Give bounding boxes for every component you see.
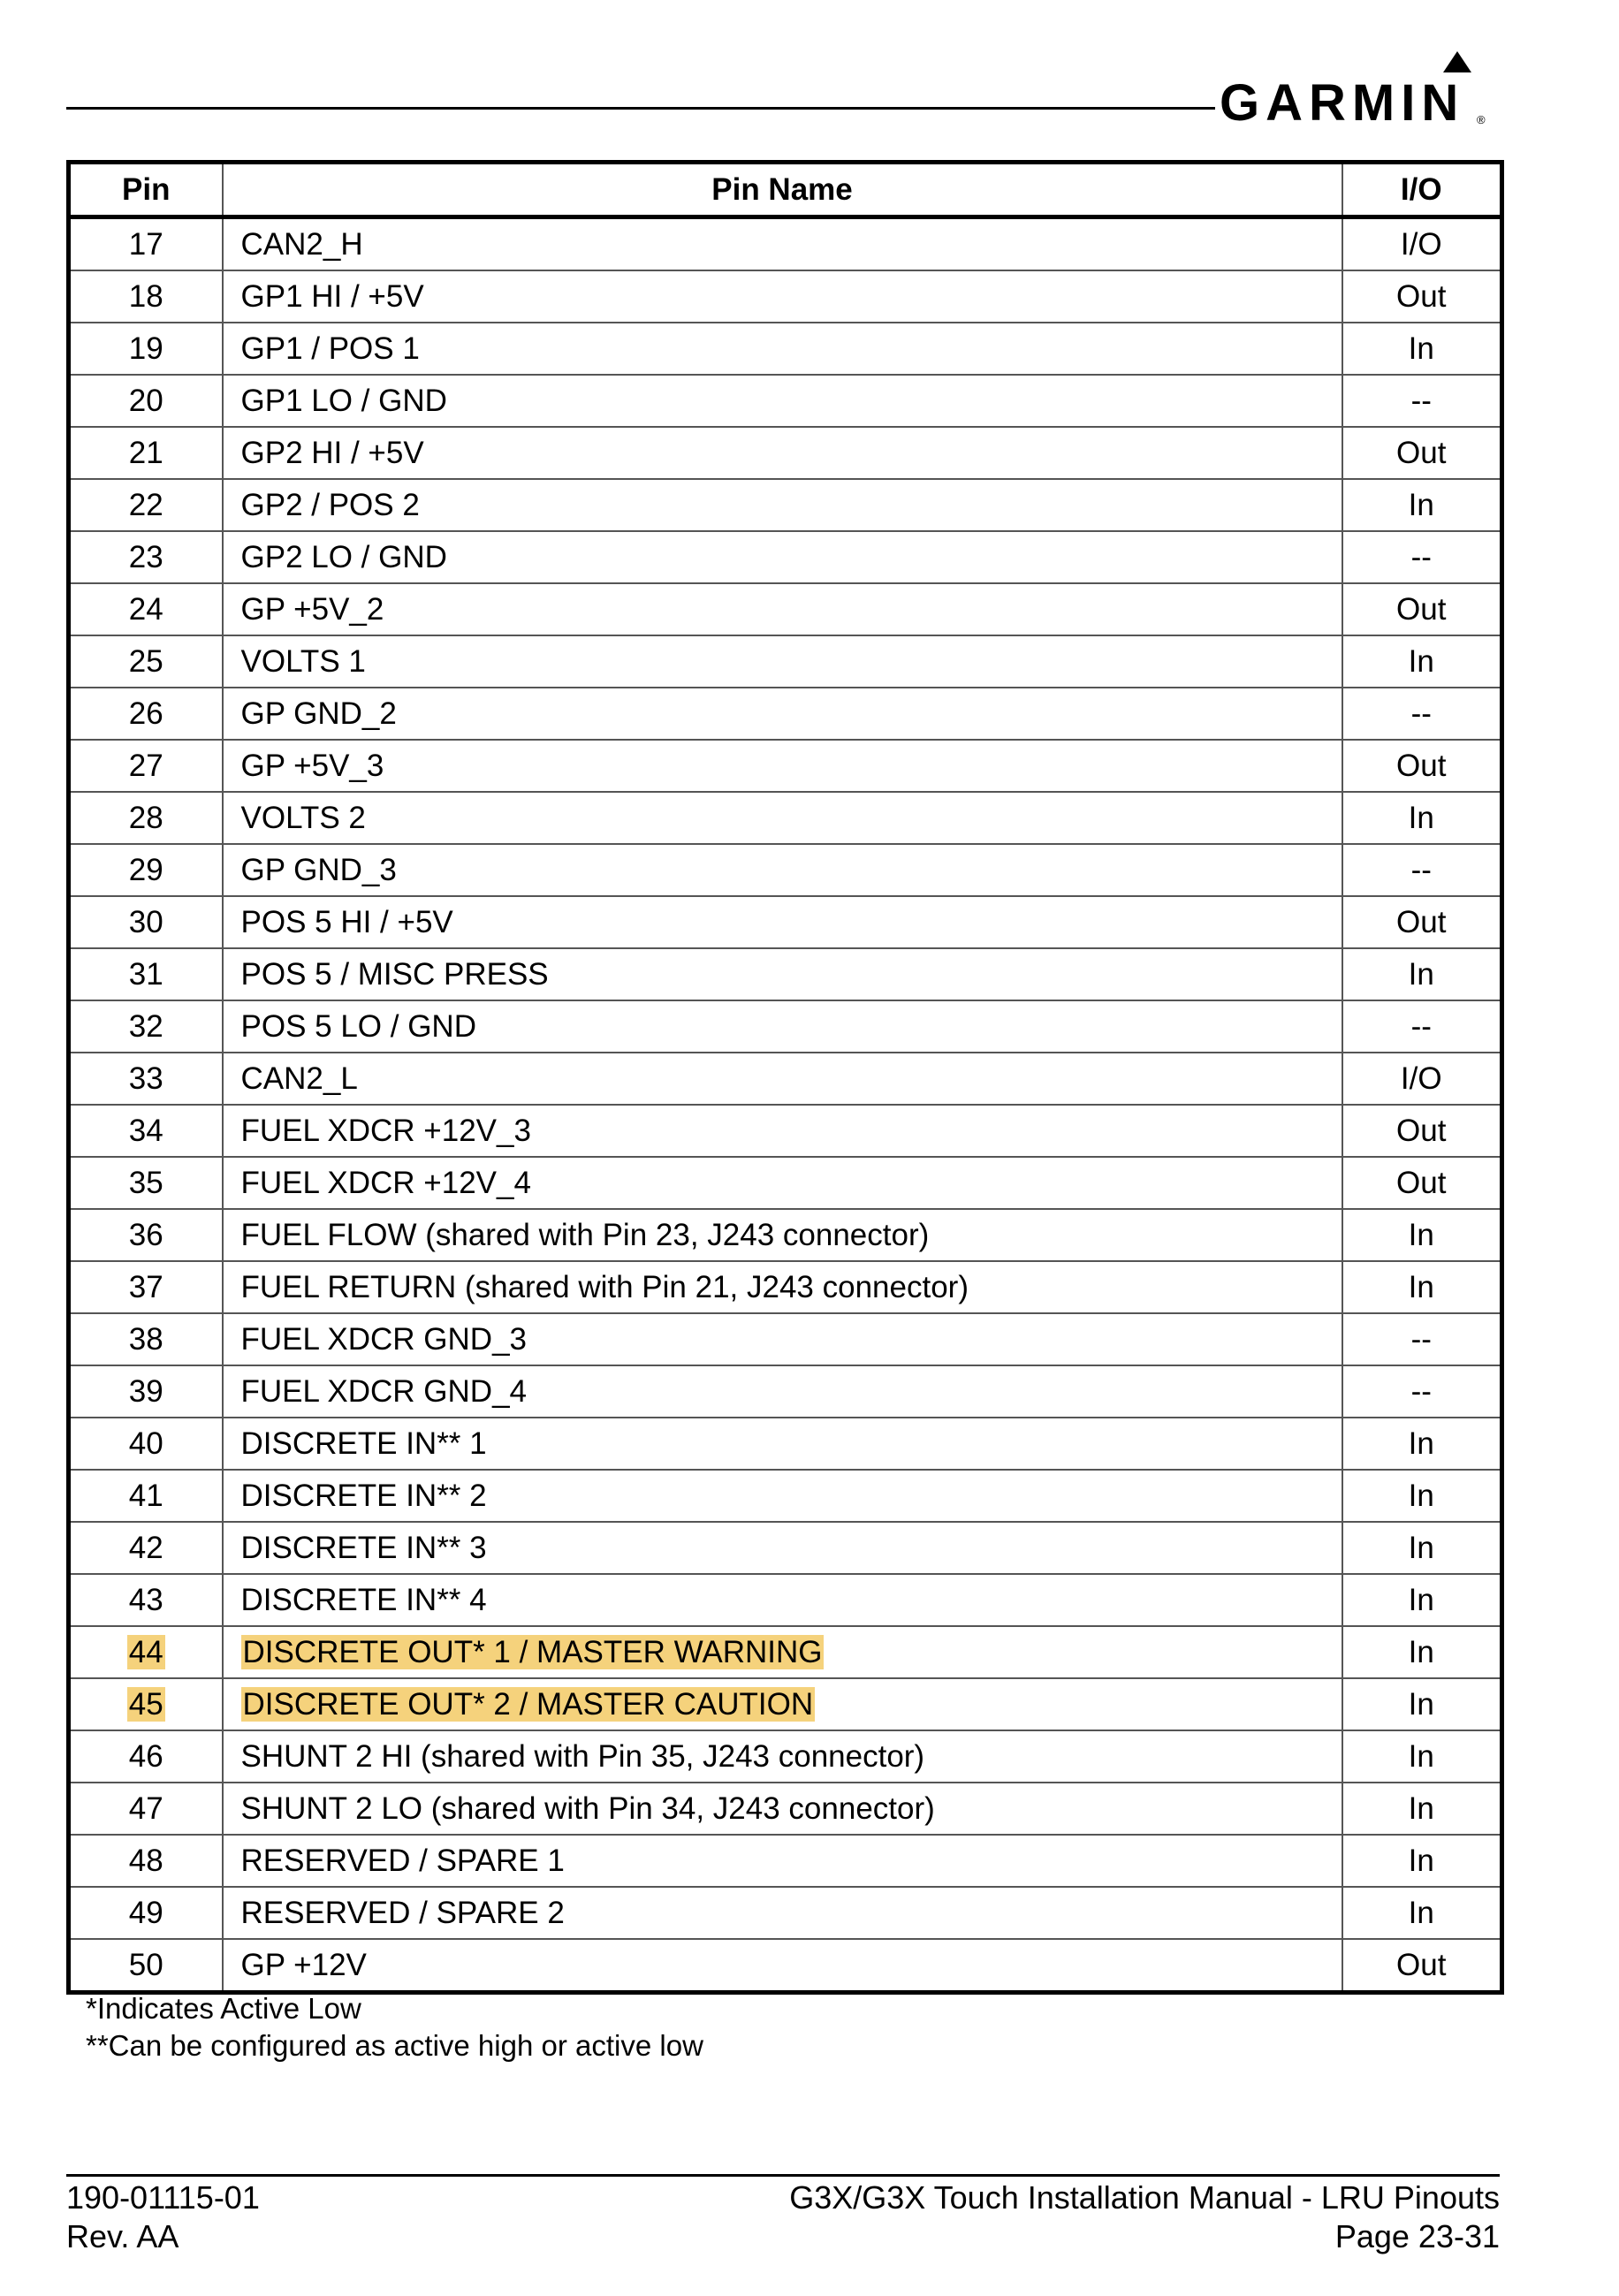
pin-io: In bbox=[1408, 1791, 1434, 1826]
pin-io-cell bbox=[1342, 1783, 1502, 1835]
pin-name: GP1 HI / +5V bbox=[240, 279, 424, 314]
pin-io-cell bbox=[1342, 1835, 1502, 1887]
pin-number: 47 bbox=[128, 1791, 163, 1826]
header-io: I/O bbox=[1342, 163, 1502, 217]
pin-io: In bbox=[1408, 1218, 1434, 1252]
pin-io: Out bbox=[1396, 749, 1447, 783]
pin-number-cell bbox=[69, 1730, 223, 1783]
pin-io: In bbox=[1408, 1844, 1434, 1878]
pin-name: RESERVED / SPARE 2 bbox=[240, 1896, 565, 1930]
table-row bbox=[69, 1261, 1502, 1313]
table-row bbox=[69, 1730, 1502, 1783]
table-row bbox=[69, 1470, 1502, 1522]
pin-number-cell bbox=[69, 688, 223, 740]
table-row bbox=[69, 1209, 1502, 1261]
pin-number-cell bbox=[69, 844, 223, 896]
pin-name-cell bbox=[223, 323, 1342, 375]
pin-name: GP GND_2 bbox=[240, 696, 397, 731]
pin-name: FUEL XDCR +12V_3 bbox=[240, 1114, 531, 1148]
table-row bbox=[69, 792, 1502, 844]
table-row bbox=[69, 635, 1502, 688]
table-row bbox=[69, 1887, 1502, 1939]
pin-name-cell bbox=[223, 896, 1342, 948]
pin-number: 25 bbox=[128, 644, 163, 679]
pin-io-cell bbox=[1342, 1626, 1502, 1678]
pin-name: POS 5 / MISC PRESS bbox=[240, 957, 549, 992]
pin-io-cell bbox=[1342, 1574, 1502, 1626]
pin-number: 45 bbox=[128, 1687, 163, 1722]
pin-number-cell bbox=[69, 1835, 223, 1887]
pin-io: In bbox=[1408, 1479, 1434, 1513]
pin-name-cell bbox=[223, 1835, 1342, 1887]
pin-number: 43 bbox=[128, 1583, 163, 1617]
footer-right bbox=[789, 2178, 1500, 2256]
pin-number: 49 bbox=[128, 1896, 163, 1930]
pin-number-cell bbox=[69, 1209, 223, 1261]
pin-io: Out bbox=[1396, 1166, 1447, 1200]
pin-io: In bbox=[1408, 1531, 1434, 1565]
pin-io-cell bbox=[1342, 1157, 1502, 1209]
pin-number: 22 bbox=[128, 488, 163, 522]
pin-name-cell bbox=[223, 375, 1342, 427]
table-row bbox=[69, 1000, 1502, 1053]
pin-number: 19 bbox=[128, 331, 163, 366]
table-row bbox=[69, 270, 1502, 323]
pin-number: 38 bbox=[128, 1322, 163, 1357]
pin-io-cell bbox=[1342, 1105, 1502, 1157]
table-row bbox=[69, 1835, 1502, 1887]
pin-number-cell bbox=[69, 1365, 223, 1418]
pin-io: Out bbox=[1396, 279, 1447, 314]
pin-name-cell bbox=[223, 1522, 1342, 1574]
pin-name: DISCRETE IN** 3 bbox=[240, 1531, 487, 1565]
pin-name-cell bbox=[223, 217, 1342, 271]
table-row bbox=[69, 948, 1502, 1000]
pin-io-cell bbox=[1342, 844, 1502, 896]
garmin-logo bbox=[1220, 51, 1489, 131]
pin-io: In bbox=[1408, 1739, 1434, 1774]
registered-mark: ® bbox=[1477, 113, 1486, 126]
pin-io-cell bbox=[1342, 375, 1502, 427]
pin-number: 27 bbox=[128, 749, 163, 783]
pin-name-cell bbox=[223, 740, 1342, 792]
table-row bbox=[69, 1105, 1502, 1157]
pin-name: VOLTS 1 bbox=[240, 644, 366, 679]
doc-number: 190-01115-01 bbox=[66, 2179, 260, 2216]
pin-number: 40 bbox=[128, 1426, 163, 1461]
pin-name-cell bbox=[223, 688, 1342, 740]
pin-io: In bbox=[1408, 644, 1434, 679]
pin-number-cell bbox=[69, 1783, 223, 1835]
pin-name-cell bbox=[223, 1261, 1342, 1313]
footer-left bbox=[66, 2178, 260, 2256]
pin-name: SHUNT 2 HI (shared with Pin 35, J243 connector) bbox=[240, 1739, 925, 1774]
pin-io-cell bbox=[1342, 740, 1502, 792]
pin-name-cell bbox=[223, 792, 1342, 844]
pin-name: SHUNT 2 LO (shared with Pin 34, J243 connector) bbox=[240, 1791, 935, 1826]
table-row bbox=[69, 1574, 1502, 1626]
pin-number-cell bbox=[69, 1261, 223, 1313]
pin-io: In bbox=[1408, 1270, 1434, 1304]
pin-io-cell bbox=[1342, 1939, 1502, 1993]
pin-number-cell bbox=[69, 1470, 223, 1522]
pin-io: In bbox=[1408, 1896, 1434, 1930]
pin-name: GP2 / POS 2 bbox=[240, 488, 420, 522]
pin-io-cell bbox=[1342, 1000, 1502, 1053]
pin-number: 42 bbox=[128, 1531, 163, 1565]
pin-number-cell bbox=[69, 323, 223, 375]
pin-number-cell bbox=[69, 1626, 223, 1678]
pin-name: FUEL XDCR GND_3 bbox=[240, 1322, 527, 1357]
pin-number-cell bbox=[69, 270, 223, 323]
pin-io-cell bbox=[1342, 1365, 1502, 1418]
pin-number: 21 bbox=[128, 436, 163, 470]
pin-name-cell bbox=[223, 844, 1342, 896]
pin-io: -- bbox=[1410, 853, 1432, 887]
pin-io: -- bbox=[1410, 1322, 1432, 1357]
pin-io-cell bbox=[1342, 635, 1502, 688]
pin-number-cell bbox=[69, 427, 223, 479]
pin-name: RESERVED / SPARE 1 bbox=[240, 1844, 565, 1878]
pin-io: -- bbox=[1410, 696, 1432, 731]
pin-io: In bbox=[1408, 957, 1434, 992]
pin-io: Out bbox=[1396, 436, 1447, 470]
pin-io-cell bbox=[1342, 1209, 1502, 1261]
pin-name-cell bbox=[223, 1418, 1342, 1470]
pin-number: 48 bbox=[128, 1844, 163, 1878]
pin-io-cell bbox=[1342, 427, 1502, 479]
pin-io-cell bbox=[1342, 1313, 1502, 1365]
note-configurable: **Can be configured as active high or active low bbox=[86, 2029, 703, 2062]
pin-io: -- bbox=[1410, 1009, 1432, 1044]
pin-number-cell bbox=[69, 583, 223, 635]
garmin-triangle-icon bbox=[1443, 51, 1471, 72]
note-active-low: *Indicates Active Low bbox=[86, 1992, 361, 2025]
pin-io: In bbox=[1408, 1687, 1434, 1722]
revision: Rev. AA bbox=[66, 2218, 179, 2254]
pin-io-cell bbox=[1342, 1678, 1502, 1730]
pin-io: Out bbox=[1396, 1114, 1447, 1148]
pin-io-cell bbox=[1342, 792, 1502, 844]
manual-title: G3X/G3X Touch Installation Manual - LRU Pinouts bbox=[789, 2179, 1500, 2216]
pin-number-cell bbox=[69, 1522, 223, 1574]
pin-name: GP GND_3 bbox=[240, 853, 397, 887]
pin-number: 46 bbox=[128, 1739, 163, 1774]
table-row bbox=[69, 531, 1502, 583]
pin-number-cell bbox=[69, 375, 223, 427]
table-row bbox=[69, 1783, 1502, 1835]
pin-number: 20 bbox=[128, 384, 163, 418]
pin-name: GP2 HI / +5V bbox=[240, 436, 424, 470]
logo-wordmark: GARMIN bbox=[1220, 74, 1465, 132]
pin-io: Out bbox=[1396, 905, 1447, 939]
pin-name-cell bbox=[223, 1000, 1342, 1053]
pin-number: 23 bbox=[128, 540, 163, 574]
pin-name-cell bbox=[223, 270, 1342, 323]
table-row bbox=[69, 1522, 1502, 1574]
table-row bbox=[69, 1678, 1502, 1730]
table-row bbox=[69, 1157, 1502, 1209]
pin-io: -- bbox=[1410, 1374, 1432, 1409]
table-row bbox=[69, 688, 1502, 740]
pin-name-cell bbox=[223, 1313, 1342, 1365]
table-row bbox=[69, 217, 1502, 271]
header-pin-name: Pin Name bbox=[223, 163, 1342, 217]
pin-name: POS 5 HI / +5V bbox=[240, 905, 453, 939]
pin-number: 33 bbox=[128, 1061, 163, 1096]
table-body bbox=[69, 217, 1502, 1993]
table-header-row bbox=[69, 163, 1502, 217]
table-row bbox=[69, 1939, 1502, 1993]
pin-name: POS 5 LO / GND bbox=[240, 1009, 476, 1044]
pin-number-cell bbox=[69, 1678, 223, 1730]
pin-name-cell bbox=[223, 1678, 1342, 1730]
pin-name: FUEL RETURN (shared with Pin 21, J243 connector) bbox=[240, 1270, 969, 1304]
pin-io: -- bbox=[1410, 540, 1432, 574]
pin-io-cell bbox=[1342, 1522, 1502, 1574]
pin-name-cell bbox=[223, 1939, 1342, 1993]
pin-io: In bbox=[1408, 331, 1434, 366]
pin-name-cell bbox=[223, 1626, 1342, 1678]
pin-io-cell bbox=[1342, 1053, 1502, 1105]
pin-number: 18 bbox=[128, 279, 163, 314]
pin-name: CAN2_H bbox=[240, 227, 363, 262]
pin-number: 50 bbox=[128, 1948, 163, 1982]
pin-number: 36 bbox=[128, 1218, 163, 1252]
pin-name: DISCRETE IN** 2 bbox=[240, 1479, 487, 1513]
pin-number: 29 bbox=[128, 853, 163, 887]
pin-io: I/O bbox=[1400, 1061, 1442, 1096]
pin-io-cell bbox=[1342, 688, 1502, 740]
pin-name-cell bbox=[223, 1105, 1342, 1157]
pin-name: GP +12V bbox=[240, 1948, 367, 1982]
pin-io-cell bbox=[1342, 1730, 1502, 1783]
pin-name-cell bbox=[223, 1783, 1342, 1835]
pin-io: In bbox=[1408, 488, 1434, 522]
pin-number: 44 bbox=[128, 1635, 163, 1669]
pin-number-cell bbox=[69, 1000, 223, 1053]
pin-name-cell bbox=[223, 1053, 1342, 1105]
pin-io-cell bbox=[1342, 1418, 1502, 1470]
pin-number: 41 bbox=[128, 1479, 163, 1513]
pin-name-cell bbox=[223, 1887, 1342, 1939]
pin-number-cell bbox=[69, 531, 223, 583]
pin-number-cell bbox=[69, 1574, 223, 1626]
pin-number-cell bbox=[69, 1313, 223, 1365]
pin-io-cell bbox=[1342, 531, 1502, 583]
pin-io-cell bbox=[1342, 270, 1502, 323]
pin-name: GP +5V_3 bbox=[240, 749, 384, 783]
table-row bbox=[69, 1626, 1502, 1678]
pin-name-cell bbox=[223, 479, 1342, 531]
pinout-table bbox=[66, 160, 1504, 1995]
pin-number: 24 bbox=[128, 592, 163, 627]
table-row bbox=[69, 583, 1502, 635]
table-row bbox=[69, 427, 1502, 479]
pin-number-cell bbox=[69, 1887, 223, 1939]
pin-name: CAN2_L bbox=[240, 1061, 358, 1096]
pin-name: VOLTS 2 bbox=[240, 801, 366, 835]
pin-name-cell bbox=[223, 1470, 1342, 1522]
table-row bbox=[69, 375, 1502, 427]
pin-number-cell bbox=[69, 1418, 223, 1470]
footer-rule bbox=[66, 2174, 1500, 2177]
pin-number: 32 bbox=[128, 1009, 163, 1044]
pin-io: -- bbox=[1410, 384, 1432, 418]
header-pin: Pin bbox=[69, 163, 223, 217]
pin-name-cell bbox=[223, 1730, 1342, 1783]
pin-name-cell bbox=[223, 635, 1342, 688]
pin-io: In bbox=[1408, 1583, 1434, 1617]
pin-number-cell bbox=[69, 1053, 223, 1105]
table-row bbox=[69, 1365, 1502, 1418]
pin-number: 26 bbox=[128, 696, 163, 731]
pin-io-cell bbox=[1342, 948, 1502, 1000]
pin-number-cell bbox=[69, 1157, 223, 1209]
table-row bbox=[69, 1053, 1502, 1105]
table-row bbox=[69, 844, 1502, 896]
table-notes bbox=[86, 1990, 703, 2064]
pin-io-cell bbox=[1342, 217, 1502, 271]
pin-io-cell bbox=[1342, 1470, 1502, 1522]
pin-number-cell bbox=[69, 217, 223, 271]
pin-number-cell bbox=[69, 740, 223, 792]
pin-name: GP1 LO / GND bbox=[240, 384, 447, 418]
pin-number: 35 bbox=[128, 1166, 163, 1200]
table-row bbox=[69, 323, 1502, 375]
pin-io: In bbox=[1408, 1635, 1434, 1669]
table-row bbox=[69, 1313, 1502, 1365]
pin-io-cell bbox=[1342, 323, 1502, 375]
table-row bbox=[69, 479, 1502, 531]
pin-name-cell bbox=[223, 531, 1342, 583]
pin-name: GP2 LO / GND bbox=[240, 540, 447, 574]
pin-name-cell bbox=[223, 948, 1342, 1000]
pin-name-cell bbox=[223, 583, 1342, 635]
pin-number: 31 bbox=[128, 957, 163, 992]
pin-io-cell bbox=[1342, 583, 1502, 635]
pin-number: 34 bbox=[128, 1114, 163, 1148]
pin-name: GP +5V_2 bbox=[240, 592, 384, 627]
pin-name-cell bbox=[223, 1209, 1342, 1261]
pin-name: DISCRETE IN** 1 bbox=[240, 1426, 487, 1461]
pin-name: DISCRETE OUT* 1 / MASTER WARNING bbox=[242, 1635, 823, 1669]
pin-number: 39 bbox=[128, 1374, 163, 1409]
pin-number-cell bbox=[69, 896, 223, 948]
pin-number: 37 bbox=[128, 1270, 163, 1304]
table-row bbox=[69, 896, 1502, 948]
pin-name-cell bbox=[223, 427, 1342, 479]
pin-io-cell bbox=[1342, 1261, 1502, 1313]
pin-name-cell bbox=[223, 1365, 1342, 1418]
pin-number-cell bbox=[69, 792, 223, 844]
pin-name-cell bbox=[223, 1574, 1342, 1626]
pin-number: 17 bbox=[128, 227, 163, 262]
pin-name-cell bbox=[223, 1157, 1342, 1209]
pin-number-cell bbox=[69, 635, 223, 688]
pin-name: DISCRETE IN** 4 bbox=[240, 1583, 487, 1617]
pin-number-cell bbox=[69, 1105, 223, 1157]
pin-number-cell bbox=[69, 1939, 223, 1993]
pin-io-cell bbox=[1342, 1887, 1502, 1939]
pin-number: 28 bbox=[128, 801, 163, 835]
pin-io: I/O bbox=[1400, 227, 1442, 262]
pin-io: In bbox=[1408, 801, 1434, 835]
pin-name: DISCRETE OUT* 2 / MASTER CAUTION bbox=[242, 1687, 814, 1722]
pin-number: 30 bbox=[128, 905, 163, 939]
pin-number-cell bbox=[69, 479, 223, 531]
page-number: Page 23-31 bbox=[1334, 2218, 1500, 2254]
header-rule bbox=[66, 107, 1215, 110]
pin-io-cell bbox=[1342, 896, 1502, 948]
pin-io: In bbox=[1408, 1426, 1434, 1461]
table-row bbox=[69, 740, 1502, 792]
pin-name: GP1 / POS 1 bbox=[240, 331, 420, 366]
pin-number-cell bbox=[69, 948, 223, 1000]
pin-name: FUEL FLOW (shared with Pin 23, J243 connector) bbox=[240, 1218, 930, 1252]
pin-io-cell bbox=[1342, 479, 1502, 531]
pin-name: FUEL XDCR +12V_4 bbox=[240, 1166, 531, 1200]
pin-io: Out bbox=[1396, 1948, 1447, 1982]
pin-name: FUEL XDCR GND_4 bbox=[240, 1374, 527, 1409]
table-row bbox=[69, 1418, 1502, 1470]
pin-io: Out bbox=[1396, 592, 1447, 627]
